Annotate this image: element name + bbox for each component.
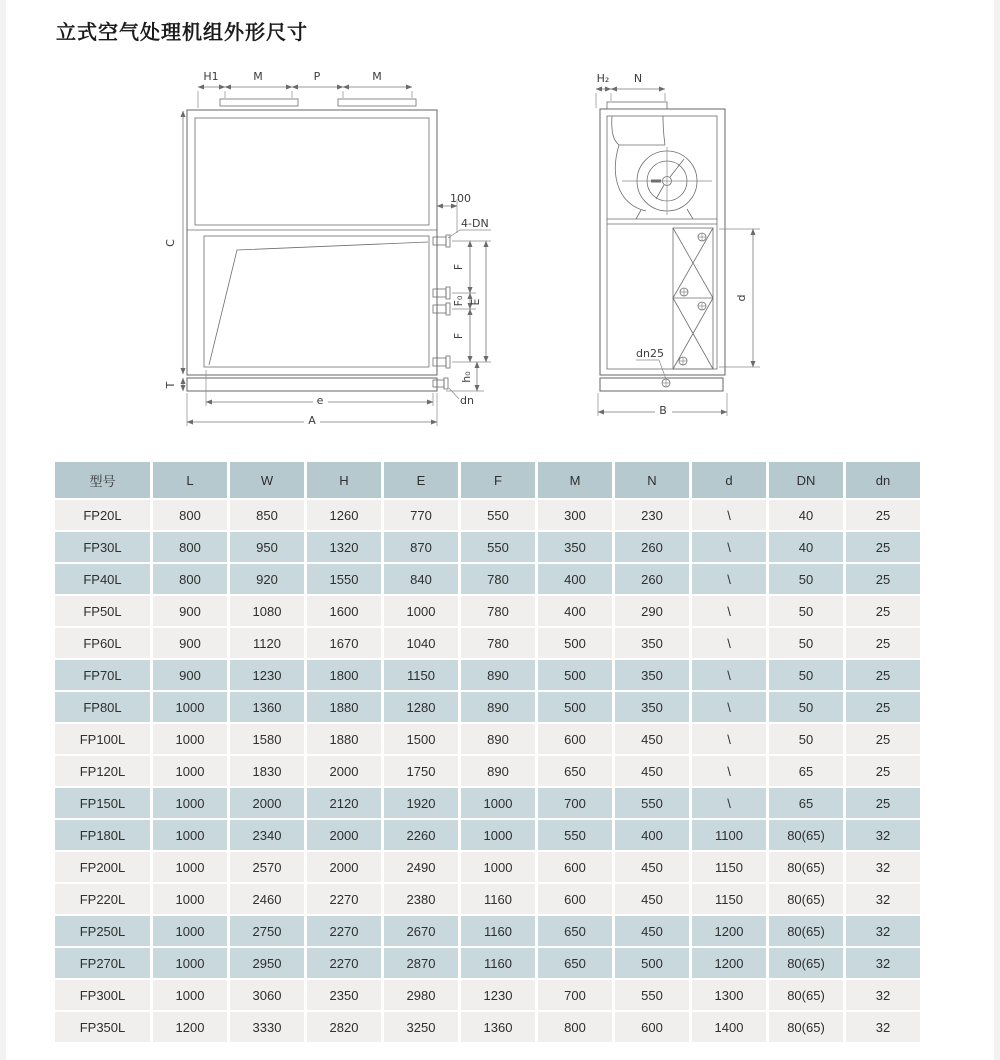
value-cell: 65	[769, 788, 843, 818]
column-header: H	[307, 462, 381, 498]
column-header: dn	[846, 462, 920, 498]
value-cell: 350	[538, 532, 612, 562]
value-cell: 1500	[384, 724, 458, 754]
value-cell: \	[692, 724, 766, 754]
value-cell: 800	[538, 1012, 612, 1042]
table-row	[55, 596, 920, 626]
column-header: d	[692, 462, 766, 498]
value-cell: 890	[461, 660, 535, 690]
value-cell: 2000	[307, 756, 381, 786]
value-cell: 2670	[384, 916, 458, 946]
value-cell: 780	[461, 628, 535, 658]
value-cell: 890	[461, 756, 535, 786]
value-cell: \	[692, 692, 766, 722]
column-header: M	[538, 462, 612, 498]
value-cell: 1100	[692, 820, 766, 850]
value-cell: \	[692, 628, 766, 658]
fan-assembly	[612, 116, 712, 219]
technical-diagrams	[0, 0, 1000, 455]
value-cell: 2000	[307, 820, 381, 850]
value-cell: 50	[769, 660, 843, 690]
model-cell: FP60L	[55, 628, 150, 658]
value-cell: 350	[615, 660, 689, 690]
value-cell: 80(65)	[769, 1012, 843, 1042]
value-cell: 650	[538, 916, 612, 946]
value-cell: 50	[769, 724, 843, 754]
value-cell: 900	[153, 596, 227, 626]
value-cell: 1670	[307, 628, 381, 658]
table-row	[55, 916, 920, 946]
value-cell: 1120	[230, 628, 304, 658]
coil-panel	[662, 228, 713, 387]
label-4dn: 4-DN	[461, 217, 489, 230]
value-cell: 500	[538, 692, 612, 722]
value-cell: 2340	[230, 820, 304, 850]
value-cell: 2260	[384, 820, 458, 850]
value-cell: 1150	[692, 884, 766, 914]
value-cell: 50	[769, 564, 843, 594]
value-cell: 1580	[230, 724, 304, 754]
model-cell: FP300L	[55, 980, 150, 1010]
value-cell: 1000	[153, 948, 227, 978]
table-head	[55, 462, 920, 498]
value-cell: 770	[384, 500, 458, 530]
front-view	[164, 70, 491, 427]
dim-label-h1: H1	[203, 70, 219, 83]
value-cell: 80(65)	[769, 852, 843, 882]
value-cell: 600	[538, 852, 612, 882]
value-cell: 25	[846, 660, 920, 690]
table-row	[55, 532, 920, 562]
value-cell: 25	[846, 596, 920, 626]
value-cell: 800	[153, 500, 227, 530]
value-cell: 1300	[692, 980, 766, 1010]
value-cell: 890	[461, 724, 535, 754]
value-cell: 1150	[384, 660, 458, 690]
value-cell: 1000	[153, 916, 227, 946]
table-body	[55, 500, 920, 1042]
dim-label-m1: M	[253, 70, 263, 83]
value-cell: 2820	[307, 1012, 381, 1042]
value-cell: 2120	[307, 788, 381, 818]
value-cell: 2270	[307, 884, 381, 914]
value-cell: 400	[615, 820, 689, 850]
value-cell: 260	[615, 532, 689, 562]
value-cell: 2380	[384, 884, 458, 914]
value-cell: 25	[846, 564, 920, 594]
value-cell: 25	[846, 756, 920, 786]
value-cell: 650	[538, 948, 612, 978]
value-cell: \	[692, 564, 766, 594]
value-cell: 500	[615, 948, 689, 978]
value-cell: 1000	[461, 820, 535, 850]
model-cell: FP40L	[55, 564, 150, 594]
front-view-cabinet	[187, 99, 437, 391]
table-row	[55, 788, 920, 818]
value-cell: 1260	[307, 500, 381, 530]
value-cell: 1000	[461, 788, 535, 818]
value-cell: 50	[769, 596, 843, 626]
value-cell: 230	[615, 500, 689, 530]
dim-label-h2: H₂	[596, 72, 610, 85]
value-cell: 25	[846, 724, 920, 754]
value-cell: 32	[846, 1012, 920, 1042]
model-cell: FP20L	[55, 500, 150, 530]
value-cell: 800	[153, 564, 227, 594]
value-cell: 2000	[230, 788, 304, 818]
model-cell: FP150L	[55, 788, 150, 818]
dim-label-m2: M	[372, 70, 382, 83]
value-cell: 850	[230, 500, 304, 530]
value-cell: 950	[230, 532, 304, 562]
value-cell: 400	[538, 596, 612, 626]
value-cell: 2270	[307, 916, 381, 946]
value-cell: 550	[461, 500, 535, 530]
drain-pan-slope	[209, 242, 428, 365]
value-cell: 50	[769, 692, 843, 722]
model-cell: FP80L	[55, 692, 150, 722]
value-cell: 400	[538, 564, 612, 594]
dim-label-f-upper: F	[452, 263, 465, 271]
base-plinth-side	[600, 378, 723, 391]
table-row	[55, 1012, 920, 1042]
value-cell: \	[692, 532, 766, 562]
outlet-flange	[607, 102, 667, 109]
value-cell: 1200	[692, 916, 766, 946]
value-cell: 50	[769, 628, 843, 658]
value-cell: 450	[615, 884, 689, 914]
value-cell: 1000	[153, 980, 227, 1010]
value-cell: 1040	[384, 628, 458, 658]
dim-label-a: A	[308, 414, 316, 427]
value-cell: 1200	[692, 948, 766, 978]
value-cell: 3060	[230, 980, 304, 1010]
value-cell: 600	[538, 884, 612, 914]
value-cell: 1000	[153, 692, 227, 722]
value-cell: 1920	[384, 788, 458, 818]
side-view-dimensions	[596, 72, 760, 417]
value-cell: 2000	[307, 852, 381, 882]
model-cell: FP30L	[55, 532, 150, 562]
value-cell: 40	[769, 532, 843, 562]
dim-label-n: N	[633, 72, 643, 85]
dim-label-b: B	[659, 404, 667, 417]
dim-label-c: C	[164, 239, 177, 247]
value-cell: 780	[461, 564, 535, 594]
bolt-symbol	[680, 288, 688, 296]
top-flange-2	[338, 99, 416, 106]
value-cell: 2490	[384, 852, 458, 882]
value-cell: 550	[538, 820, 612, 850]
dim-label-h0: h₀	[460, 371, 473, 383]
front-view-pipe-stubs	[433, 235, 450, 389]
value-cell: 1000	[153, 852, 227, 882]
model-cell: FP180L	[55, 820, 150, 850]
bolt-symbol	[679, 357, 687, 365]
model-cell: FP350L	[55, 1012, 150, 1042]
value-cell: 2460	[230, 884, 304, 914]
value-cell: 1000	[153, 820, 227, 850]
dim-label-dn: dn	[460, 394, 474, 407]
value-cell: 920	[230, 564, 304, 594]
value-cell: 550	[615, 788, 689, 818]
column-header: 型号	[55, 462, 150, 498]
front-view-dimensions	[164, 70, 491, 427]
value-cell: 32	[846, 948, 920, 978]
dim-label-d: d	[735, 294, 748, 302]
value-cell: 450	[615, 724, 689, 754]
value-cell: 25	[846, 692, 920, 722]
value-cell: 2350	[307, 980, 381, 1010]
table-row	[55, 948, 920, 978]
page-title: 立式空气处理机组外形尺寸	[56, 22, 308, 44]
model-cell: FP70L	[55, 660, 150, 690]
value-cell: 1600	[307, 596, 381, 626]
value-cell: 700	[538, 980, 612, 1010]
table-row	[55, 756, 920, 786]
value-cell: 32	[846, 820, 920, 850]
value-cell: 290	[615, 596, 689, 626]
value-cell: 1080	[230, 596, 304, 626]
value-cell: 2750	[230, 916, 304, 946]
value-cell: 1000	[384, 596, 458, 626]
column-header: E	[384, 462, 458, 498]
table-header-row	[55, 462, 920, 498]
value-cell: 350	[615, 692, 689, 722]
value-cell: 600	[615, 1012, 689, 1042]
value-cell: 1550	[307, 564, 381, 594]
value-cell: 1880	[307, 724, 381, 754]
value-cell: 25	[846, 788, 920, 818]
bolt-symbol	[698, 233, 706, 241]
value-cell: 800	[153, 532, 227, 562]
model-cell: FP50L	[55, 596, 150, 626]
value-cell: 650	[538, 756, 612, 786]
side-view	[596, 72, 760, 417]
value-cell: 3250	[384, 1012, 458, 1042]
value-cell: 3330	[230, 1012, 304, 1042]
value-cell: 1320	[307, 532, 381, 562]
bolt-symbol	[698, 302, 706, 310]
value-cell: 550	[461, 532, 535, 562]
value-cell: 840	[384, 564, 458, 594]
table-row	[55, 628, 920, 658]
value-cell: 350	[615, 628, 689, 658]
value-cell: 1360	[461, 1012, 535, 1042]
base-plinth	[187, 378, 437, 391]
value-cell: 550	[615, 980, 689, 1010]
column-header: DN	[769, 462, 843, 498]
value-cell: 890	[461, 692, 535, 722]
model-cell: FP250L	[55, 916, 150, 946]
value-cell: 500	[538, 628, 612, 658]
value-cell: 1280	[384, 692, 458, 722]
table-row	[55, 564, 920, 594]
dim-label-e-total: E	[469, 298, 482, 306]
value-cell: 1000	[461, 852, 535, 882]
label-dn25: dn25	[636, 347, 664, 360]
dim-label-e: e	[316, 394, 324, 407]
table-row	[55, 724, 920, 754]
value-cell: 870	[384, 532, 458, 562]
value-cell: 1750	[384, 756, 458, 786]
table-row	[55, 820, 920, 850]
value-cell: 500	[538, 660, 612, 690]
dimensions-table	[52, 460, 923, 1044]
value-cell: 32	[846, 916, 920, 946]
value-cell: 32	[846, 884, 920, 914]
column-header: L	[153, 462, 227, 498]
fan-volute	[615, 145, 646, 211]
drain-symbol	[662, 379, 670, 387]
column-header: F	[461, 462, 535, 498]
value-cell: 900	[153, 628, 227, 658]
value-cell: 450	[615, 852, 689, 882]
value-cell: 1230	[461, 980, 535, 1010]
value-cell: 1800	[307, 660, 381, 690]
top-flange-1	[220, 99, 298, 106]
table-row	[55, 884, 920, 914]
value-cell: 700	[538, 788, 612, 818]
value-cell: \	[692, 788, 766, 818]
model-cell: FP120L	[55, 756, 150, 786]
value-cell: 1000	[153, 884, 227, 914]
table-row	[55, 692, 920, 722]
value-cell: 2950	[230, 948, 304, 978]
value-cell: 80(65)	[769, 980, 843, 1010]
dim-label-p: P	[313, 70, 321, 83]
value-cell: 1160	[461, 948, 535, 978]
value-cell: 32	[846, 852, 920, 882]
value-cell: 65	[769, 756, 843, 786]
table-row	[55, 500, 920, 530]
value-cell: 780	[461, 596, 535, 626]
model-cell: FP220L	[55, 884, 150, 914]
value-cell: \	[692, 596, 766, 626]
drain-stub	[433, 380, 444, 387]
model-cell: FP100L	[55, 724, 150, 754]
value-cell: 1880	[307, 692, 381, 722]
value-cell: 2870	[384, 948, 458, 978]
value-cell: 25	[846, 500, 920, 530]
value-cell: 80(65)	[769, 820, 843, 850]
value-cell: 1160	[461, 884, 535, 914]
value-cell: \	[692, 660, 766, 690]
value-cell: 1160	[461, 916, 535, 946]
value-cell: 25	[846, 628, 920, 658]
model-cell: FP200L	[55, 852, 150, 882]
value-cell: 600	[538, 724, 612, 754]
value-cell: 2980	[384, 980, 458, 1010]
value-cell: 40	[769, 500, 843, 530]
model-cell: FP270L	[55, 948, 150, 978]
value-cell: 2570	[230, 852, 304, 882]
value-cell: 450	[615, 916, 689, 946]
column-header: N	[615, 462, 689, 498]
column-header: W	[230, 462, 304, 498]
dim-label-t: T	[164, 381, 177, 389]
dim-label-f-lower: F	[452, 332, 465, 340]
value-cell: 32	[846, 980, 920, 1010]
value-cell: 1200	[153, 1012, 227, 1042]
value-cell: 300	[538, 500, 612, 530]
value-cell: 1000	[153, 788, 227, 818]
value-cell: 80(65)	[769, 948, 843, 978]
value-cell: 260	[615, 564, 689, 594]
table-row	[55, 980, 920, 1010]
value-cell: 1000	[153, 756, 227, 786]
table-row	[55, 660, 920, 690]
dimensions-table-wrap	[52, 460, 923, 1044]
value-cell: 1830	[230, 756, 304, 786]
dim-label-f0: F₀	[452, 295, 465, 307]
table-row	[55, 852, 920, 882]
value-cell: \	[692, 500, 766, 530]
dim-label-100: 100	[450, 192, 471, 205]
value-cell: 1400	[692, 1012, 766, 1042]
value-cell: 450	[615, 756, 689, 786]
value-cell: 900	[153, 660, 227, 690]
value-cell: \	[692, 756, 766, 786]
value-cell: 1150	[692, 852, 766, 882]
value-cell: 1360	[230, 692, 304, 722]
value-cell: 2270	[307, 948, 381, 978]
value-cell: 1230	[230, 660, 304, 690]
value-cell: 80(65)	[769, 916, 843, 946]
value-cell: 25	[846, 532, 920, 562]
value-cell: 80(65)	[769, 884, 843, 914]
value-cell: 1000	[153, 724, 227, 754]
